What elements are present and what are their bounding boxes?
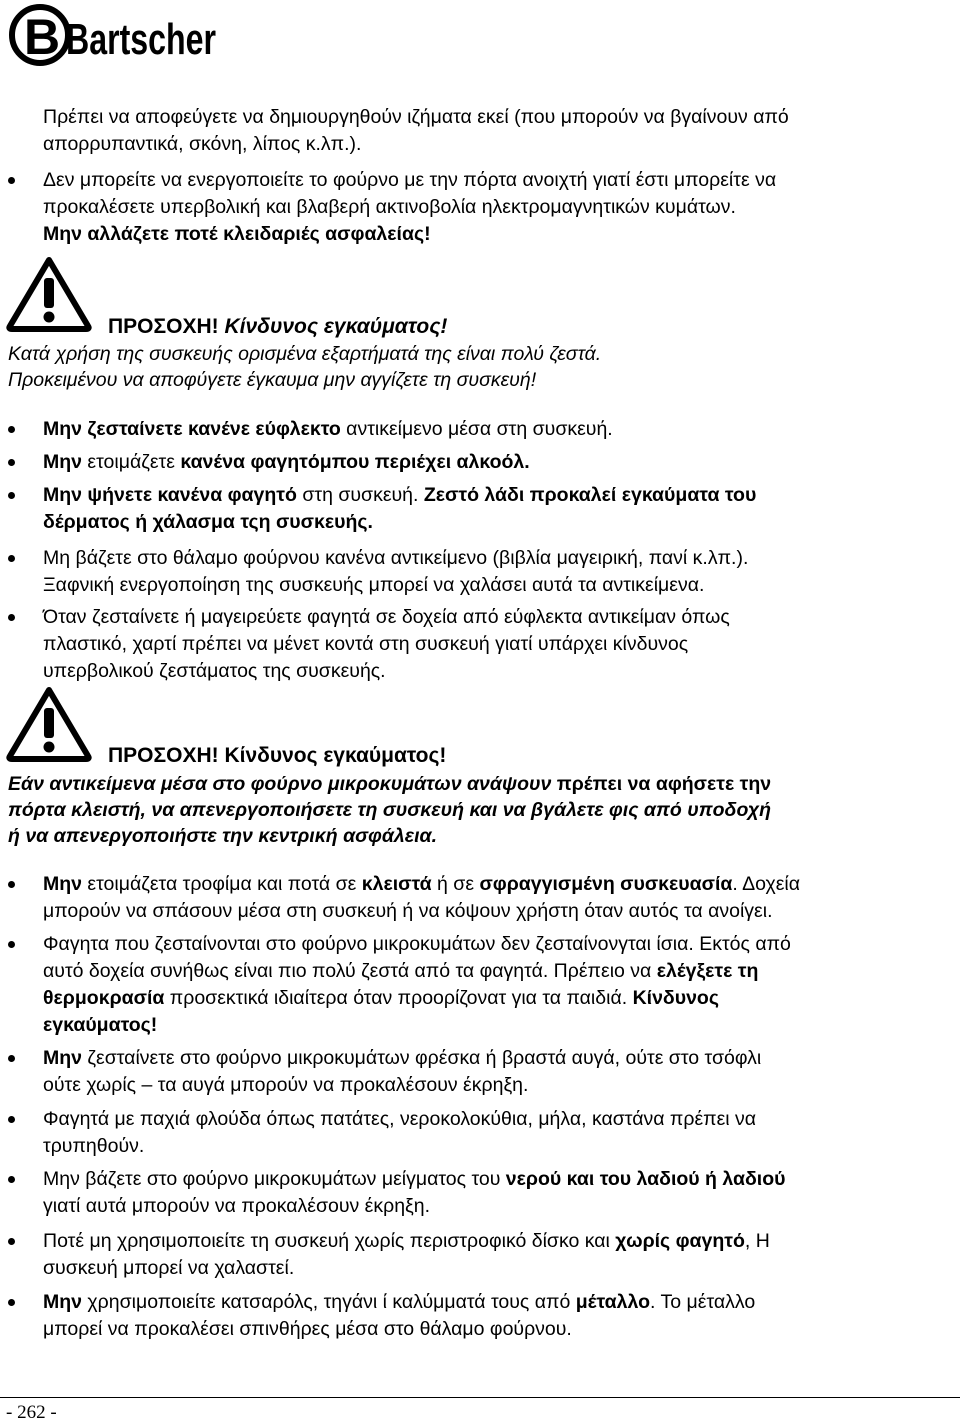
warning-title-2: ΠΡΟΣΟΧΗ! Κίνδυνος εγκαύματος! bbox=[108, 744, 447, 767]
list-item: Ποτέ μη χρησιμοποιείτε τη συσκευή χωρίς περιστροφικό δίσκο και χωρίς φαγητό, Η συσκευή μπορεί να χαλαστεί. bbox=[43, 1228, 948, 1282]
svg-text:Bartscher: Bartscher bbox=[66, 15, 216, 64]
warning-body-2: Εάν αντικείμενα μέσα στο φούρνο μικροκυμάτων ανάψουν πρέπει να αφήσετε την πόρτα κλειστή, να απενεργοποιήσετε τη συσκευή και να βγάλετε φις από υποδοχή ή να απενεργοποιήστε την κεντρική ασφάλεια. bbox=[8, 773, 772, 847]
list-item: Μην ζεσταίνετε στο φούρνο μικροκυμάτων φρέσκα ή βραστά αυγά, ούτε στο τσόφλι ούτε χωρίς – τα αυγά μπορούν να προκαλέσουν έκρηξη. bbox=[43, 1045, 948, 1099]
list-item: Μην ετοιμάζετα τροφίμα και ποτά σε κλειστά ή σε σφραγγισμένη συσκευασία. Δοχεία μπορούν να σπάσουν μέσα στη συσκευή ή να κόψουν χρήστη όταν αυτός τα ανοίγει. bbox=[43, 871, 948, 925]
list-item: Φαγητά με παχιά φλούδα όπως πατάτες, νεροκολοκύθια, μήλα, καστάνα πρέπει να τρυπηθούν. bbox=[43, 1106, 948, 1160]
warning-body-1: Κατά χρήση της συσκευής ορισμένα εξαρτήματά της είναι πολύ ζεστά. Προκειμένου να αποφύγετε έγκαυμα μην αγγίζετε τη συσκευή! bbox=[8, 343, 602, 391]
footer-divider bbox=[0, 1397, 960, 1398]
svg-text:B: B bbox=[24, 9, 61, 65]
list-item: Μη βάζετε στο θάλαμο φούρνου κανένα αντικείμενο (βιβλία μαγειρική, πανί κ.λπ.). Ξαφνική ενεργοποίηση της συσκευής μπορεί να χαλάσει αυτά τα αντικείμενα. bbox=[43, 545, 948, 599]
list-item: Όταν ζεσταίνετε ή μαγειρεύετε φαγητά σε δοχεία από εύφλεκτα αντικείμαν όπως πλαστικό, χαρτί πρέπει να μένετ κοντά στη συσκευή γιατί υπάρχει κίνδυνος υπερβολικού ζεστάματος της συσκευής. bbox=[43, 604, 948, 685]
warning-triangle-icon bbox=[6, 686, 92, 762]
bullet-door-open: Δεν μπορείτε να ενεργοποιείτε το φούρνο με την πόρτα ανοιχτή γιατί έστι μπορείτε να προκαλέσετε υπερβολική και βλαβερή ακτινοβολία ηλεκτρομαγνητικών κυμάτων. Μην αλλάζετε ποτέ κλειδαριές ασφαλείας! bbox=[43, 167, 948, 248]
warning-triangle-icon bbox=[6, 256, 92, 332]
list-item: Μην ψήνετε κανένα φαγητό στη συσκευή. Ζεστό λάδι προκαλεί εγκαύματα του δέρματος ή χάλασμα τςη συσκευής. bbox=[43, 482, 948, 536]
warning-title-1: ΠΡΟΣΟΧΗ! Κίνδυνος εγκαύματος! bbox=[108, 315, 448, 338]
list-item: Φαγητα που ζεσταίνονται στο φούρνο μικροκυμάτων δεν ζεσταίνονγται ίσια. Εκτός από αυτό δοχεία συνήθως είναι πιο πολύ ζεστά από τα φαγητά. Πρέπειο να ελέγξετε τη θερμοκρασία προσεκτικά ιδιαίτερα όταν προορίζονατ για τα παιδιά. Κίνδυνος εγκαύματος! bbox=[43, 931, 948, 1039]
list-item: Μην ζεσταίνετε κανένε εύφλεκτο αντικείμενο μέσα στη συσκευή. bbox=[43, 416, 948, 443]
page-number: - 262 - bbox=[6, 1402, 57, 1423]
bartscher-logo bbox=[8, 2, 223, 68]
intro-paragraph: Πρέπει να αποφεύγετε να δημιουργηθούν ιζήματα εκεί (που μπορούν να βγαίνουν από απορρυπαντικά, σκόνη, λίπος κ.λπ.). bbox=[43, 106, 789, 155]
list-item: Μην βάζετε στο φούρνο μικροκυμάτων μείγματος του νερού και του λαδιού ή λαδιού γιατί αυτά μπορούν να προκαλέσουν έκρηξη. bbox=[43, 1166, 948, 1220]
list-item: Μην χρησιμοποιείτε κατσαρόλς, τηγάνι ί καλύμματά τους από μέταλλο. Το μέταλλο μπορεί να προκαλέσει σπινθήρες μέσα στο θάλαμο φούρνου. bbox=[43, 1289, 948, 1343]
list-item: Μην ετοιμάζετε κανένα φαγητόμπου περιέχει αλκοόλ. bbox=[43, 449, 948, 476]
